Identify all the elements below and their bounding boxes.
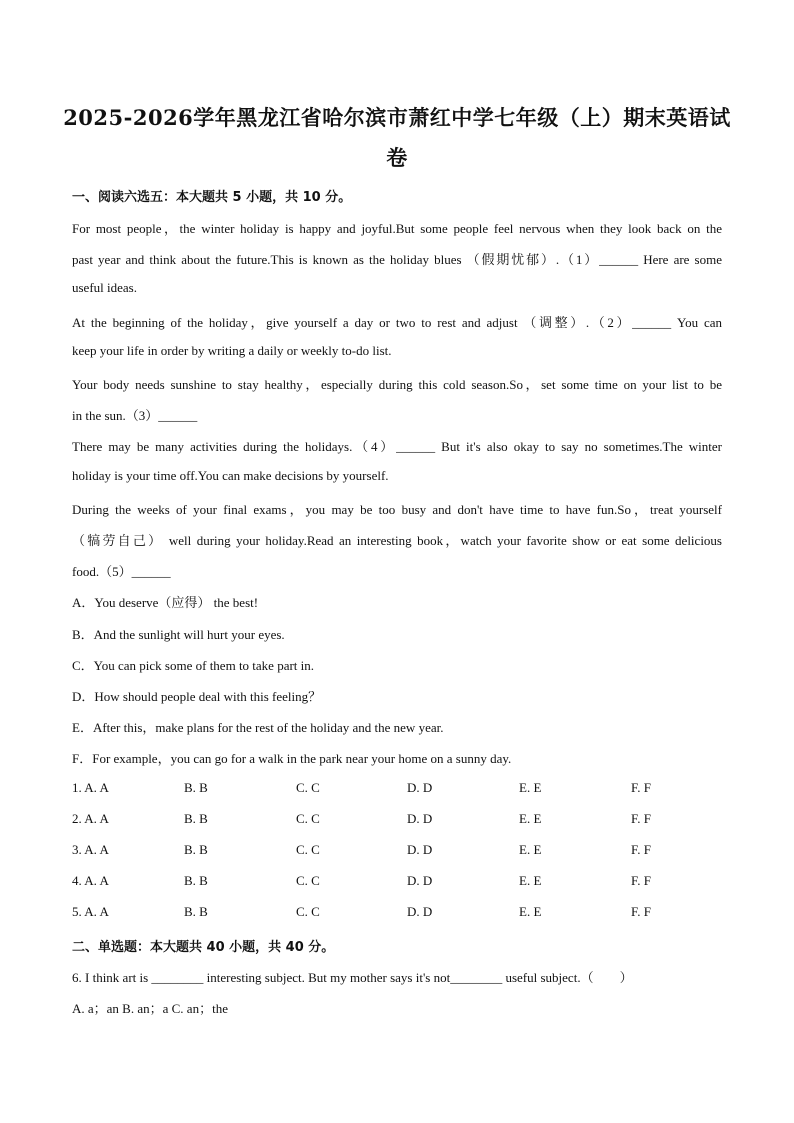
answer-option[interactable]: E. E <box>519 842 542 857</box>
answer-option[interactable]: C. C <box>296 780 320 795</box>
section-heading-single-choice: 二、单选题：本大题共 40 小题，共 40 分。 <box>72 940 335 955</box>
answer-option[interactable]: F. F <box>631 811 651 826</box>
answer-option[interactable]: D. D <box>407 873 433 888</box>
answer-option[interactable]: 1. A. A <box>72 780 109 795</box>
answer-option[interactable]: 3. A. A <box>72 842 109 857</box>
answer-option[interactable]: E. E <box>519 811 542 826</box>
section-heading-reading: 一、阅读六选五：本大题共 5 小题，共 10 分。 <box>72 190 352 205</box>
answer-option[interactable]: F. F <box>631 780 651 795</box>
answer-option[interactable]: B. B <box>184 780 208 795</box>
passage-line: food.（5）______ <box>72 564 171 579</box>
passage-line: （犒劳自己） well during your holiday.Read an interesting book，watch your favorite show or eat some delicious <box>72 533 722 548</box>
passage-line: past year and think about the future.This is known as the holiday blues （假期忧郁）.（1）______ Here are some <box>72 252 722 267</box>
answer-option[interactable]: F. F <box>631 873 651 888</box>
answer-option[interactable]: D. D <box>407 842 433 857</box>
passage-line: At the beginning of the holiday，give yourself a day or two to rest and adjust （调整）.（2）______ You can <box>72 315 722 330</box>
answer-option[interactable]: F. F <box>631 904 651 919</box>
answer-option[interactable]: C. C <box>296 811 320 826</box>
choice-c: C．You can pick some of them to take part in. <box>72 658 315 673</box>
choice-d: D．How should people deal with this feeling？ <box>72 689 322 704</box>
answer-option[interactable]: B. B <box>184 811 208 826</box>
answer-option[interactable]: 4. A. A <box>72 873 109 888</box>
answer-option[interactable]: D. D <box>407 904 433 919</box>
answer-option[interactable]: C. C <box>296 904 320 919</box>
answer-option[interactable]: E. E <box>519 904 542 919</box>
choice-f: F．For example，you can go for a walk in the park near your home on a sunny day. <box>72 751 512 766</box>
document-title-line-1: 2025-2026学年黑龙江省哈尔滨市萧红中学七年级（上）期末英语试 <box>63 105 731 130</box>
question-6-stem: 6. I think art is ________ interesting subject. But my mother says it's not________ useful subject.（ ） <box>72 970 633 985</box>
passage-line: holiday is your time off.You can make decisions by yourself. <box>72 468 389 483</box>
answer-option[interactable]: E. E <box>519 780 542 795</box>
answer-option[interactable]: E. E <box>519 873 542 888</box>
answer-option[interactable]: 2. A. A <box>72 811 109 826</box>
answer-option[interactable]: C. C <box>296 842 320 857</box>
choice-b: B．And the sunlight will hurt your eyes. <box>72 627 285 642</box>
passage-line: in the sun.（3）______ <box>72 408 198 423</box>
passage-line: For most people，the winter holiday is happy and joyful.But some people feel nervous when they look back on the <box>72 221 722 236</box>
passage-line: useful ideas. <box>72 280 137 295</box>
answer-option[interactable]: 5. A. A <box>72 904 109 919</box>
answer-option[interactable]: F. F <box>631 842 651 857</box>
passage-line: There may be many activities during the holidays.（4）______ But it's also okay to say no sometimes.The winter <box>72 439 723 454</box>
question-6-options: A. a；an B. an；a C. an；the <box>72 1001 228 1016</box>
passage-line: Your body needs sunshine to stay healthy，especially during this cold season.So，set some time on your list to be <box>72 377 722 392</box>
answer-option[interactable]: C. C <box>296 873 320 888</box>
answer-option[interactable]: B. B <box>184 904 208 919</box>
answer-option[interactable]: D. D <box>407 780 433 795</box>
passage-line: During the weeks of your final exams，you may be too busy and don't have time to have fun.So，treat yourself <box>72 502 722 517</box>
passage-line: keep your life in order by writing a daily or weekly to-do list. <box>72 343 392 358</box>
document-title-line-2: 卷 <box>386 145 408 170</box>
answer-option[interactable]: B. B <box>184 842 208 857</box>
answer-option[interactable]: D. D <box>407 811 433 826</box>
choice-e: E．After this，make plans for the rest of the holiday and the new year. <box>72 720 444 735</box>
choice-a: A．You deserve（应得） the best! <box>72 595 259 610</box>
answer-option[interactable]: B. B <box>184 873 208 888</box>
